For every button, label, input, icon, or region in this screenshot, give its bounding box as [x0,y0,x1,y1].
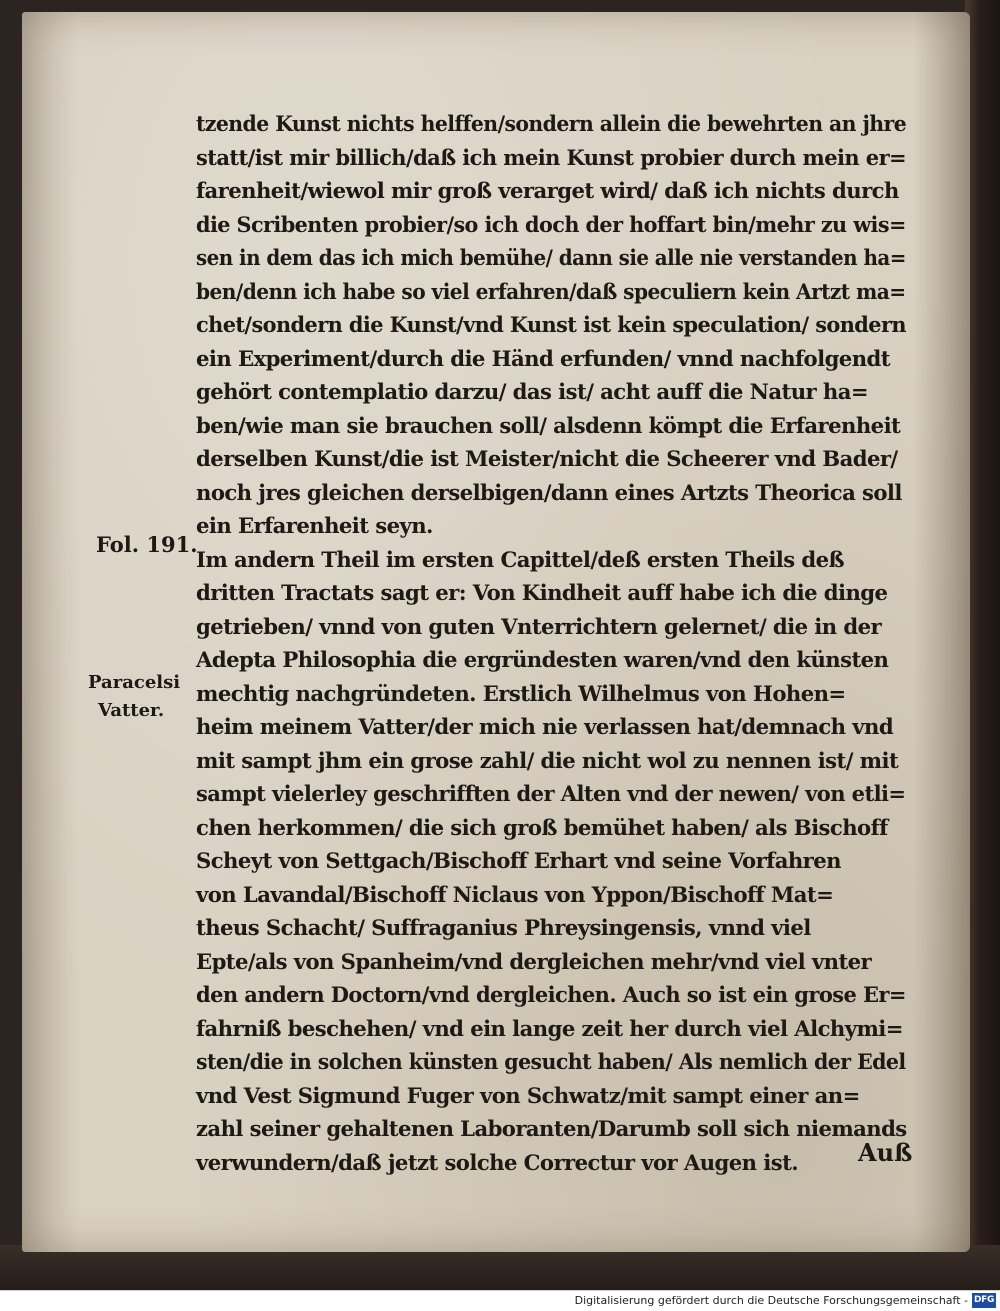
main-text [196,108,916,1180]
text-line: theus Schacht/ Suffraganius Phreysingensis, vnnd viel [196,916,811,941]
text-line: heim meinem Vatter/der mich nie verlassen hat/demnach vnd [196,715,894,740]
text-line: fahrniß beschehen/ vnd ein lange zeit her durch viel Alchymi= [196,1016,903,1042]
text-line: mit sampt jhm ein grose zahl/ die nicht wol zu nennen ist/ mit [196,748,899,774]
text-line: zahl seiner gehaltenen Laboranten/Darumb soll sich niemands [196,1117,907,1142]
book-edge-right [965,0,1000,1290]
dfg-logo: DFG [972,1293,996,1308]
text-line: von Lavandal/Bischoff Niclaus von Yppon/Bischoff Mat= [196,882,834,908]
text-line: sen in dem das ich mich bemühe/ dann sie alle nie verstanden ha= [196,246,906,271]
text-line: ben/denn ich habe so viel erfahren/daß speculiern kein Artzt ma= [196,279,906,305]
text-line: gehört contemplatio darzu/ das ist/ acht auff die Natur ha= [196,380,869,405]
text-line: noch jres gleichen derselbigen/dann eines Artzts Theorica soll [196,480,902,506]
text-line: ein Experiment/durch die Händ erfunden/ vnnd nachfolgendt [196,346,890,372]
text-line: die Scribenten probier/so ich doch der hoffart bin/mehr zu wis= [196,212,906,238]
text-line: Scheyt von Settgach/Bischoff Erhart vnd seine Vorfahren [196,849,841,874]
text-line: dritten Tractats sagt er: Von Kindheit auff habe ich die dinge [196,581,888,606]
catchword: Auß [858,1138,913,1167]
text-line: Adepta Philosophia die ergründesten waren/vnd den künsten [196,648,889,673]
text-line: farenheit/wiewol mir groß verarget wird/ daß ich nichts durch [196,179,899,204]
text-line: getrieben/ vnnd von guten Vnterrichtern gelernet/ die in der [196,614,882,640]
text-line: Im andern Theil im ersten Capittel/deß ersten Theils deß [196,547,845,573]
text-line: sampt vielerley geschrifften der Alten vnd der newen/ von etli= [196,782,906,807]
text-line: mechtig nachgründeten. Erstlich Wilhelmus von Hohen= [196,681,846,707]
text-line: vnd Vest Sigmund Fuger von Schwatz/mit sampt einer an= [196,1083,860,1109]
margin-note-paracelsi: Paracelsi [88,672,181,693]
text-line: ein Erfarenheit seyn. [196,514,433,539]
text-line: tzende Kunst nichts helffen/sondern allein die bewehrten an jhre [196,112,907,137]
footer-bar [0,1290,1000,1311]
text-line: sten/die in solchen künsten gesucht haben/ Als nemlich der Edel [196,1050,906,1075]
text-line: chet/sondern die Kunst/vnd Kunst ist kein speculation/ sondern [196,313,906,338]
text-line: Epte/als von Spanheim/vnd dergleichen mehr/vnd viel vnter [196,949,872,975]
text-line: verwundern/daß jetzt solche Correctur vor Augen ist. [196,1150,799,1176]
text-line: chen herkommen/ die sich groß bemühet haben/ als Bischoff [196,815,888,841]
text-line: den andern Doctorn/vnd dergleichen. Auch so ist ein grose Er= [196,983,906,1008]
funding-credit: Digitalisierung gefördert durch die Deutsche Forschungsgemeinschaft - [574,1294,968,1307]
margin-note-folio: Fol. 191. [96,532,198,557]
text-line: statt/ist mir billich/daß ich mein Kunst probier durch mein er= [196,145,907,171]
text-line: derselben Kunst/die ist Meister/nicht die Scheerer vnd Bader/ [196,447,898,472]
text-line: ben/wie man sie brauchen soll/ alsdenn kömpt die Erfarenheit [196,413,901,439]
margin-note-vatter: Vatter. [98,700,165,721]
